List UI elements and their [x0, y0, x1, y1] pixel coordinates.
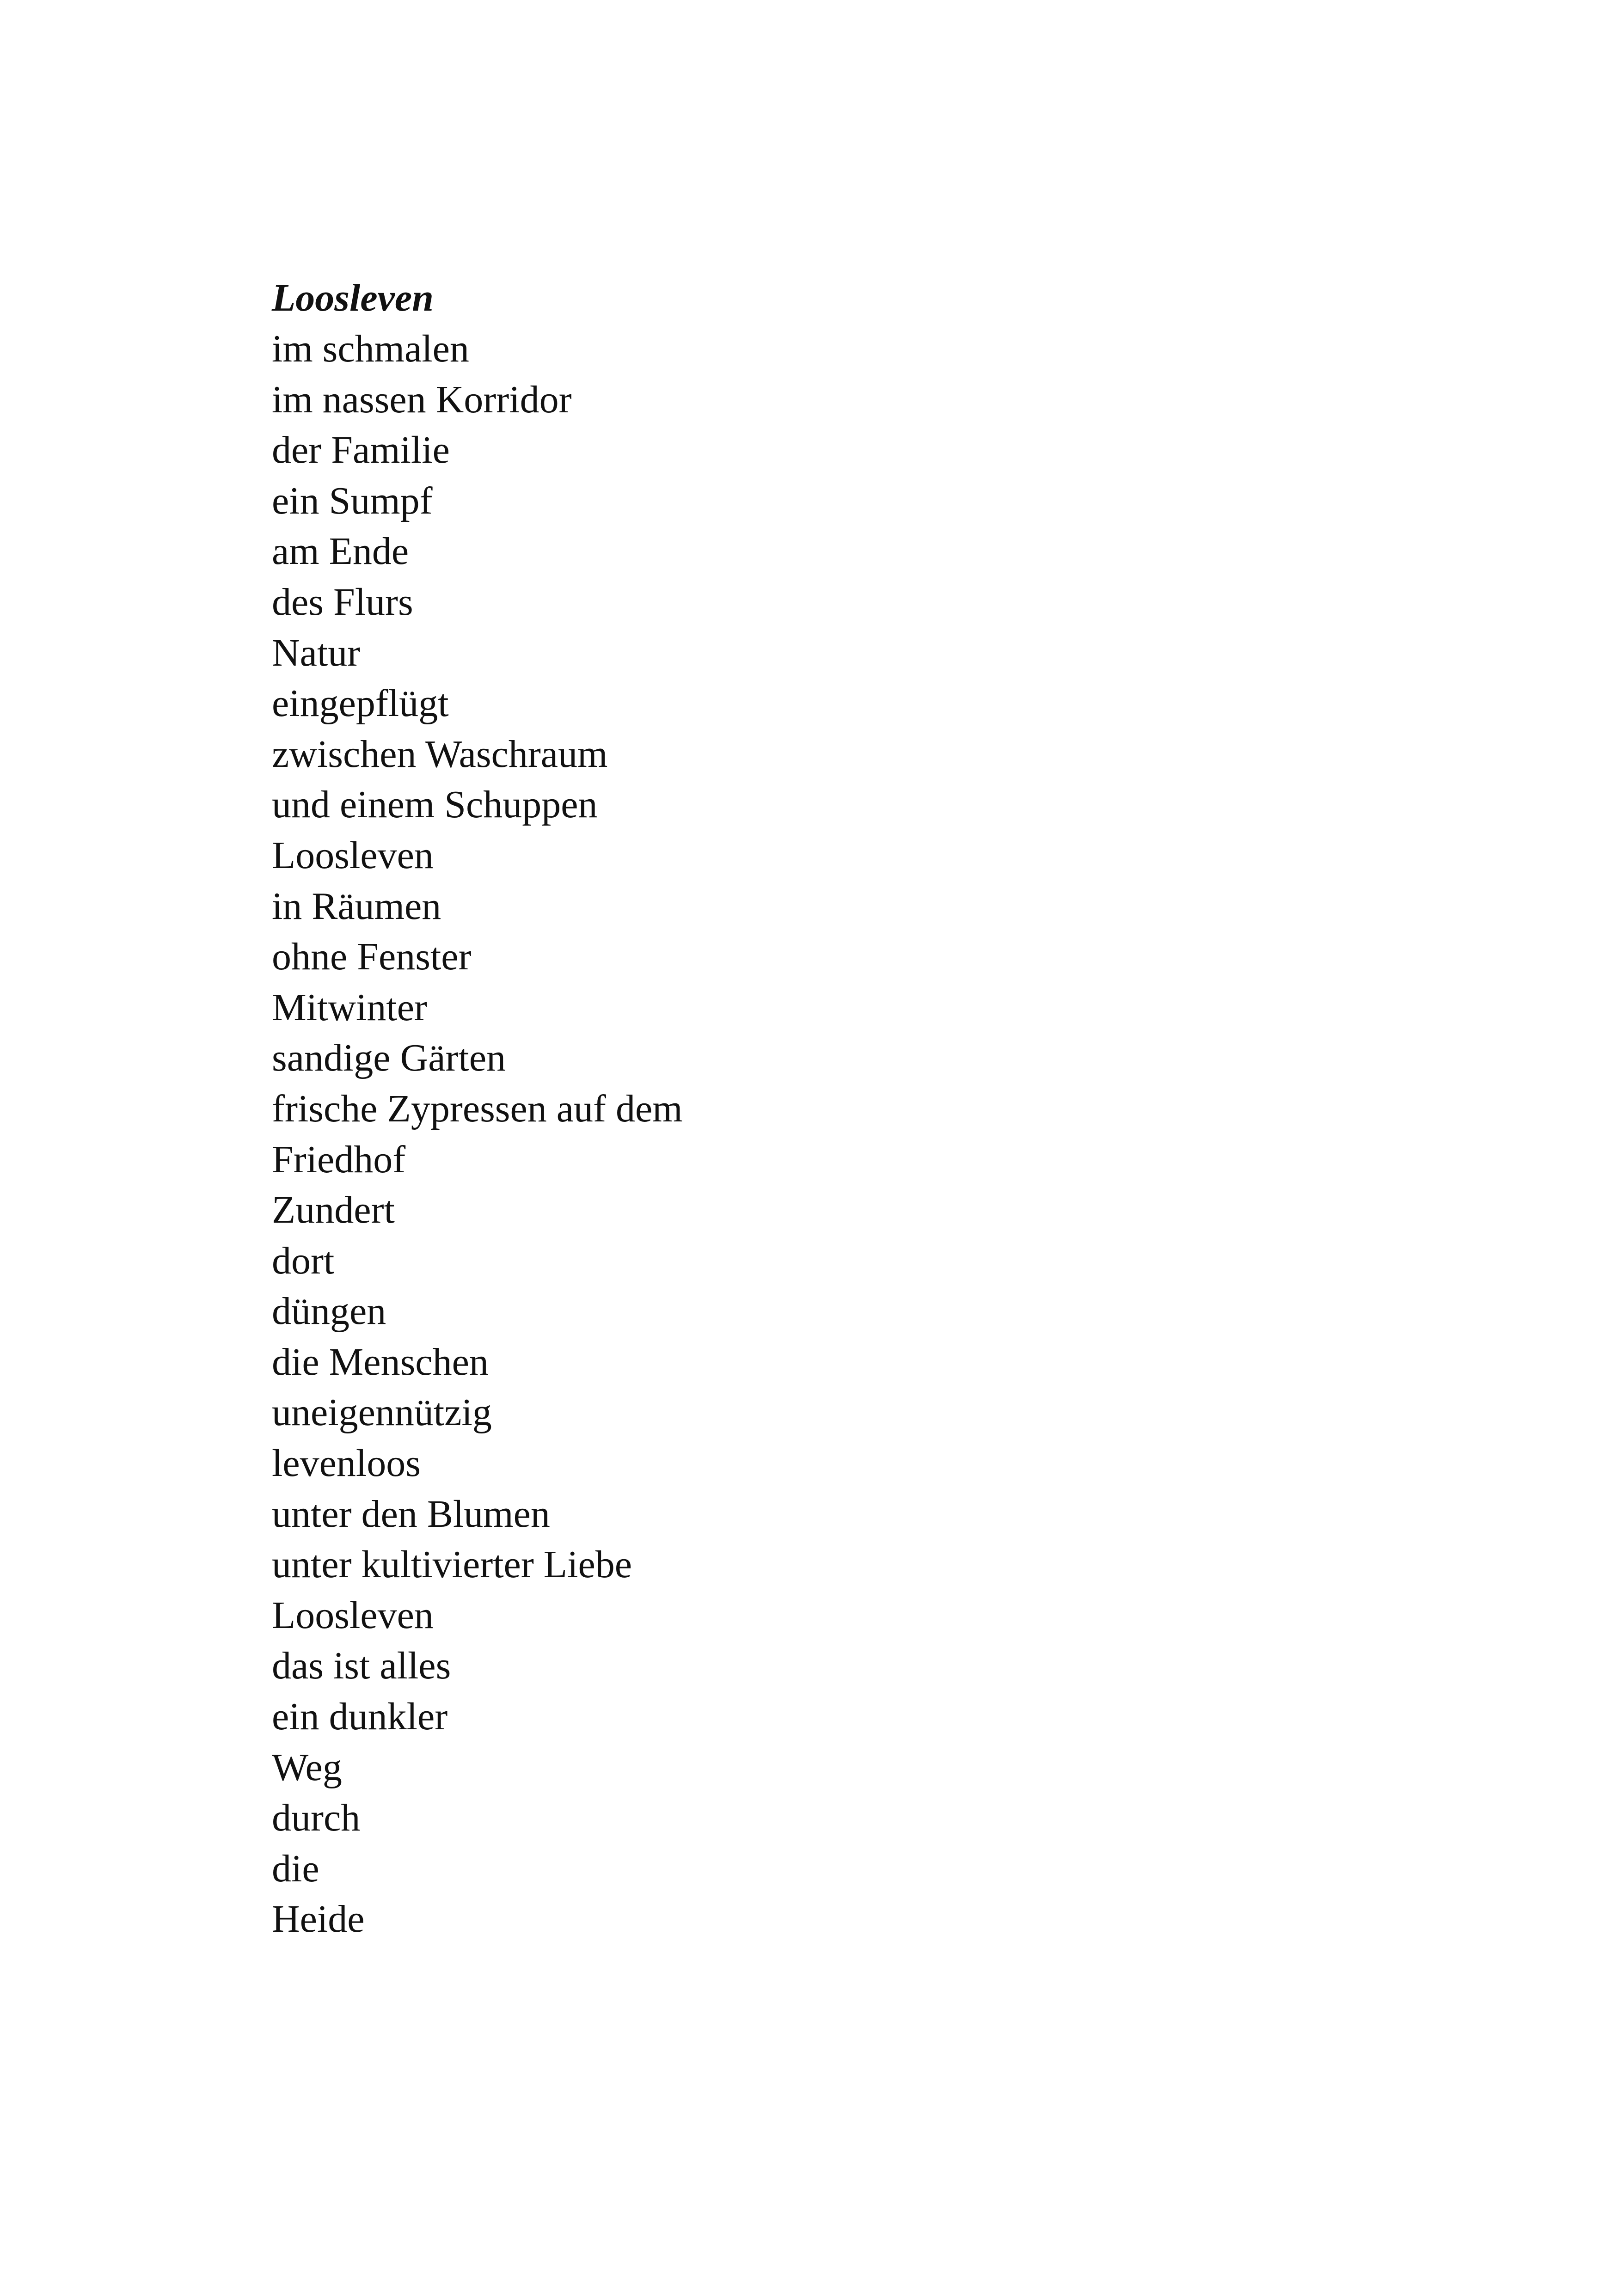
- poem-line: im schmalen: [272, 327, 469, 370]
- poem-line: durch: [272, 1796, 361, 1840]
- poem-line: Friedhof: [272, 1138, 406, 1181]
- poem-line: in Räumen: [272, 884, 441, 928]
- poem-line: und einem Schuppen: [272, 783, 598, 827]
- poem-line: am Ende: [272, 530, 409, 573]
- poem-line: des Flurs: [272, 580, 413, 624]
- poem-line: die: [272, 1847, 319, 1890]
- poem-line: Natur: [272, 631, 361, 674]
- poem-line: im nassen Korridor: [272, 378, 572, 421]
- poem-line: Zundert: [272, 1188, 395, 1232]
- poem-line: Weg: [272, 1745, 342, 1789]
- poem-line: Loosleven: [272, 833, 434, 877]
- poem: [272, 273, 1381, 1945]
- poem-line: eingepflügt: [272, 682, 449, 725]
- poem-line: düngen: [272, 1290, 386, 1333]
- poem-line: unter kultivierter Liebe: [272, 1543, 632, 1586]
- poem-line: levenloos: [272, 1442, 421, 1485]
- poem-line: der Familie: [272, 429, 450, 472]
- poem-line: das ist alles: [272, 1644, 451, 1688]
- poem-line: ein Sumpf: [272, 479, 433, 522]
- poem-line: unter den Blumen: [272, 1492, 550, 1536]
- poem-line: dort: [272, 1239, 335, 1282]
- poem-line: frische Zypressen auf dem: [272, 1087, 683, 1130]
- poem-line: ein dunkler: [272, 1695, 448, 1739]
- poem-line: die Menschen: [272, 1340, 489, 1384]
- poem-lines: [272, 324, 1381, 1945]
- poem-line: Mitwinter: [272, 986, 427, 1029]
- poem-line: zwischen Waschraum: [272, 732, 608, 776]
- poem-line: uneigennützig: [272, 1391, 492, 1434]
- poem-line: ohne Fenster: [272, 935, 472, 979]
- poem-title: Loosleven: [272, 276, 434, 319]
- poem-line: Heide: [272, 1898, 365, 1941]
- poem-line: Loosleven: [272, 1593, 434, 1637]
- poem-line: sandige Gärten: [272, 1036, 506, 1080]
